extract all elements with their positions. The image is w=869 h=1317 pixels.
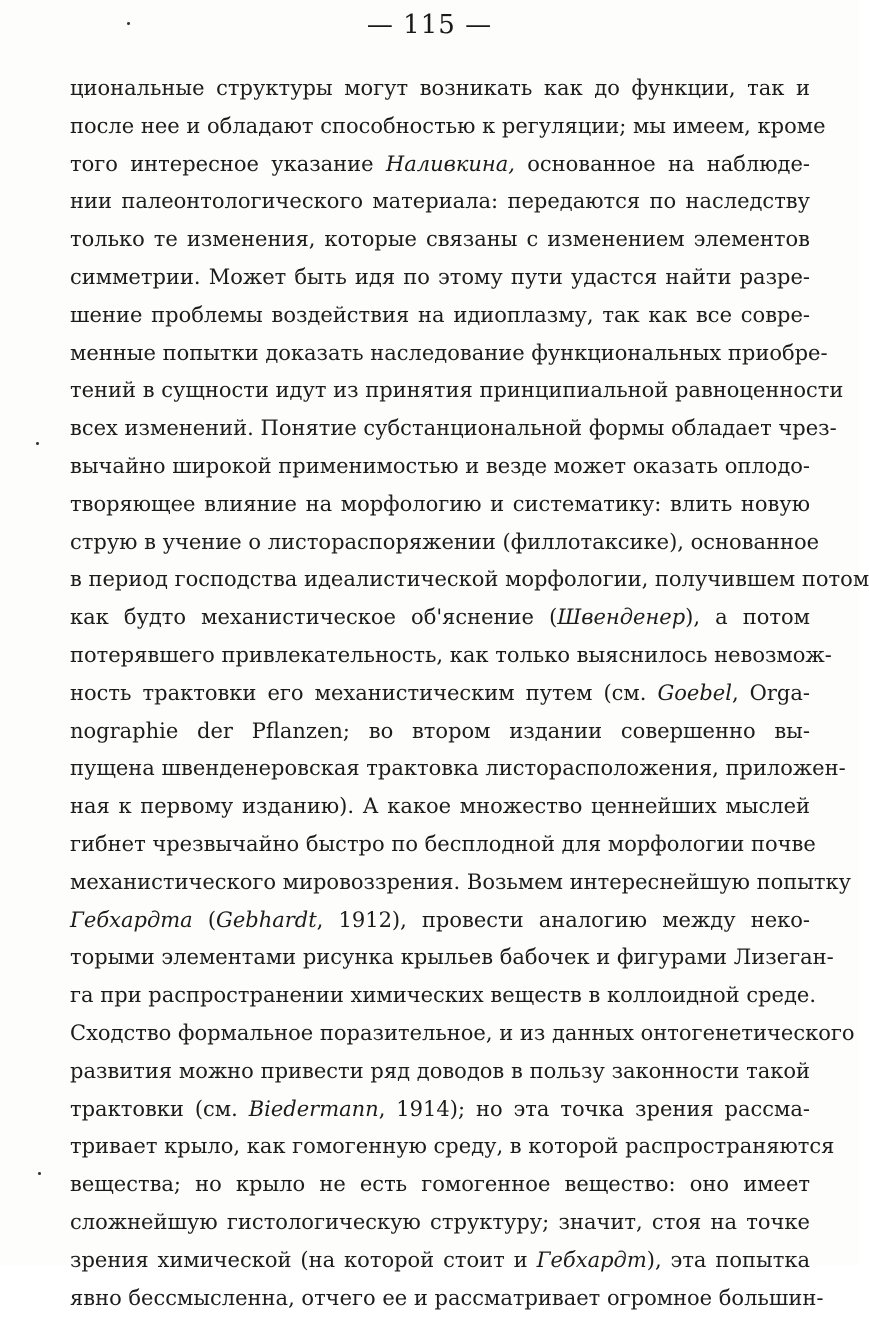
text-line: после нее и обладают способностью к регуляции; мы имеем, кроме	[70, 108, 810, 146]
text-line: шение проблемы воздействия на идиоплазму, так как все совре-	[70, 297, 810, 335]
text-line: только те изменения, которые связаны с изменением элементов	[70, 221, 810, 259]
text-line: сложнейшую гистологическую структуру; значит, стоя на точке	[70, 1204, 810, 1242]
text-line: в период господства идеалистической морфологии, получившем потом	[70, 561, 810, 599]
print-speck	[127, 22, 130, 25]
text-line: механистического мировоззрения. Возьмем интереснейшую попытку	[70, 864, 810, 902]
text-line: нии палеонтологического материала: передаются по наследству	[70, 183, 810, 221]
text-line: явно бессмысленна, отчего ее и рассматривает огромное большин-	[70, 1280, 810, 1317]
text-line: Гебхардта (Gebhardt, 1912), провести аналогию между неко-	[70, 902, 810, 940]
print-speck	[36, 442, 39, 445]
text-line: зрения химической (на которой стоит и Гебхардт), эта попытка	[70, 1242, 810, 1280]
italic-name: Гебхардта	[70, 908, 193, 932]
text-line: тривает крыло, как гомогенную среду, в которой распространяются	[70, 1128, 810, 1166]
text-line: вещества; но крыло не есть гомогенное вещество: оно имеет	[70, 1166, 810, 1204]
text-line: трактовки (см. Biedermann, 1914); но эта точка зрения рассма-	[70, 1091, 810, 1129]
text-line: ность трактовки его механистическим путем (см. Goebel, Orga-	[70, 675, 810, 713]
text-line: творяющее влияние на морфологию и систематику: влить новую	[70, 486, 810, 524]
text-line: пущена швенденеровская трактовка листорасположения, приложен-	[70, 750, 810, 788]
italic-name: Гебхардт	[537, 1248, 647, 1272]
text-line: симметрии. Может быть идя по этому пути удастся найти разре-	[70, 259, 810, 297]
text-line: циональные структуры могут возникать как до функции, так и	[70, 70, 810, 108]
text-line: ная к первому изданию). А какое множество ценнейших мыслей	[70, 788, 810, 826]
text-line: га при распространении химических веществ в коллоидной среде.	[70, 977, 810, 1015]
italic-name: Goebel	[658, 681, 732, 705]
text-line: всех изменений. Понятие субстанциональной формы обладает чрез-	[70, 410, 810, 448]
italic-name: Biedermann	[249, 1097, 379, 1121]
text-line: потерявшего привлекательность, как только выяснилось невозмож-	[70, 637, 810, 675]
body-text	[70, 70, 810, 1317]
text-line: того интересное указание Наливкина, основанное на наблюде-	[70, 146, 810, 184]
text-line: развития можно привести ряд доводов в пользу законности такой	[70, 1053, 810, 1091]
text-line: как будто механистическое об'яснение (Швенденер), а потом	[70, 599, 810, 637]
text-line: Сходство формальное поразительное, и из данных онтогенетического	[70, 1015, 810, 1053]
text-line: вычайно широкой применимостью и везде может оказать оплодо-	[70, 448, 810, 486]
text-line: гибнет чрезвычайно быстро по бесплодной для морфологии почве	[70, 826, 810, 864]
text-line: торыми элементами рисунка крыльев бабочек и фигурами Лизеган-	[70, 939, 810, 977]
page-number: — 115 —	[0, 10, 859, 40]
text-line: nographie der Pflanzen; во втором издании совершенно вы-	[70, 713, 810, 751]
italic-name: Наливкина,	[386, 152, 515, 176]
text-line: менные попытки доказать наследование функциональных приобре-	[70, 335, 810, 373]
italic-name: Gebhardt	[216, 908, 317, 932]
print-speck	[38, 1172, 41, 1175]
italic-name: Швенденер	[557, 605, 685, 629]
text-line: струю в учение о листораспоряжении (филлотаксике), основанное	[70, 524, 810, 562]
text-line: тений в сущности идут из принятия принципиальной равноценности	[70, 372, 810, 410]
